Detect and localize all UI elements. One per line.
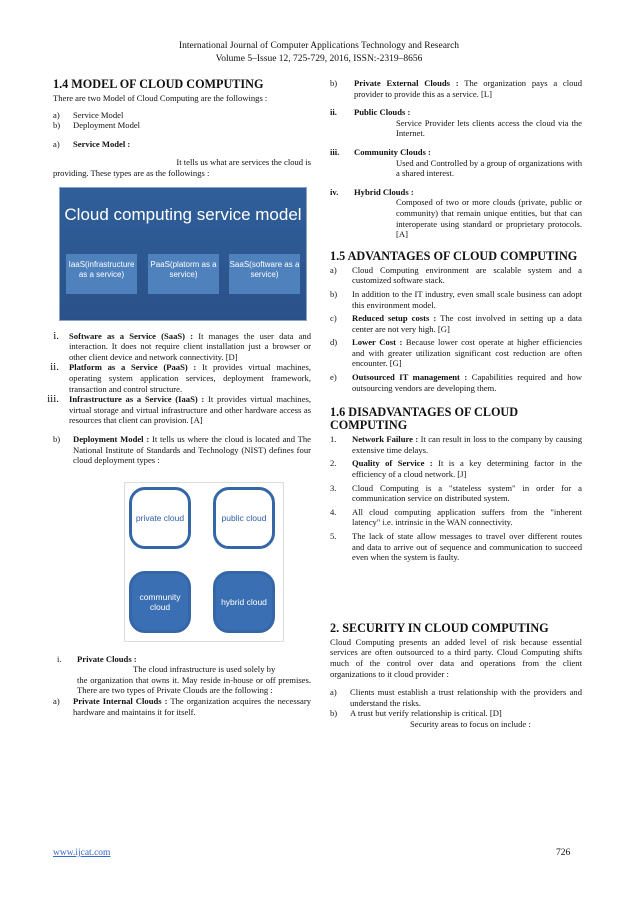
- journal-link[interactable]: www.ijcat.com: [53, 848, 111, 858]
- subheading-community-clouds: iii. Community Clouds :: [330, 146, 431, 157]
- private-clouds-text: The cloud infrastructure is used solely by: [133, 664, 276, 675]
- journal-title: International Journal of Computer Applications Technology and Research: [178, 41, 460, 51]
- saas-box: SaaS(software as a service): [229, 254, 300, 294]
- list-item: 4. All cloud computing application suffers from the "inherent latency" i.e. intrinsic in the WAN connectivity.: [330, 506, 582, 528]
- list-item: b) In addition to the IT industry, even small scale business can adopt this environment model.: [330, 288, 582, 310]
- subheading-hybrid-clouds: iv. Hybrid Clouds :: [330, 186, 414, 197]
- list-item-saas: i. Software as a Service (SaaS) : It manages the user data and interaction. It does not require client installation just a browser or other client device and network connectivity. [D]: [53, 329, 312, 362]
- list-item-private-external: b) Private External Clouds : The organization pays a cloud provider to provide this as a service. [L]: [330, 78, 583, 99]
- list-item: d) Lower Cost : Because lower cost operate at higher efficiencies and with greater utilization significant cost reduction are often encounter. [G]: [330, 337, 582, 369]
- public-cloud-box: public cloud: [213, 487, 275, 549]
- subheading-service-model: a) Service Model :: [53, 138, 131, 149]
- deployment-model: b) Deployment Model : It tells us where the cloud is located and The National Institute of Standards and Technology (NIST) defines four cloud deployment types :: [53, 433, 311, 466]
- model-intro: There are two Model of Cloud Computing are the followings :: [53, 93, 268, 103]
- section-heading-1-4: 1.4 MODEL OF CLOUD COMPUTING: [53, 77, 264, 91]
- list-item: 2. Quality of Service : It is a key determining factor in the efficiency of a cloud network. [J]: [330, 458, 582, 480]
- service-model-figure: [59, 187, 307, 321]
- deployment-model-figure: [124, 482, 284, 642]
- list-item: e) Outsourced IT management : Capabilities required and how outsourcing vendors are developing them.: [330, 372, 582, 393]
- list-item: 3. Cloud Computing is a "stateless system" in order for a communication service on distributed system.: [330, 482, 582, 504]
- hybrid-clouds-text: Composed of two or more clouds (private, public or community) that remain unique entities, but that can interoperate using standard or proprietary protocols. [A]: [396, 197, 582, 240]
- community-clouds-text: Used and Controlled by a group of organizations with a shared interest.: [396, 157, 582, 179]
- right-column: [330, 78, 582, 730]
- left-column: [47, 77, 312, 717]
- private-clouds-text: the organization that owns it. May reside in-house or off premises. There are two types of Private Clouds are the following :: [77, 674, 311, 696]
- list-item-iaas: iii. Infrastructure as a Service (IaaS) : It provides virtual machines, virtual storage and virtual infrastructure and other hardware access as resources that client can provision. [A]: [47, 393, 312, 426]
- hybrid-cloud-box: hybrid cloud: [213, 571, 275, 633]
- figure-title: Cloud computing service model: [64, 204, 302, 224]
- page-number: 726: [556, 848, 571, 858]
- public-clouds-text: Service Provider lets clients access the cloud via the Internet.: [396, 117, 582, 139]
- section-heading-1-5: 1.5 ADVANTAGES OF CLOUD COMPUTING: [330, 248, 578, 263]
- security-focus-text: Security areas to focus on include :: [410, 718, 531, 729]
- service-model-text: providing. These types are as the followings :: [53, 167, 210, 178]
- footer-url[interactable]: [53, 848, 110, 858]
- advantages-list: [330, 265, 582, 394]
- list-item: 5. The lack of state allow messages to travel over different routes and data to arrive out of sequence and communication to succeed even when the system is faulty.: [330, 531, 582, 563]
- private-cloud-box: private cloud: [129, 487, 191, 549]
- list-item-private-internal: a) Private Internal Clouds : The organization acquires the necessary hardware and maintains it for itself.: [53, 696, 312, 717]
- journal-volume: Volume 5–Issue 12, 725-729, 2016, ISSN:-2319–8656: [215, 54, 423, 64]
- subheading-public-clouds: ii. Public Clouds :: [330, 107, 411, 118]
- list-item: b) Deployment Model: [53, 120, 141, 131]
- section-heading-2: 2. SECURITY IN CLOUD COMPUTING: [330, 620, 549, 635]
- list-item: b) A trust but verify relationship is critical. [D]: [330, 708, 502, 719]
- paas-box: PaaS(platorm as a service): [148, 254, 219, 294]
- iaas-box: IaaS(infrastructure as a service): [66, 254, 137, 294]
- list-item: 1. Network Failure : It can result in loss to the company by causing extensive time delays.: [330, 434, 582, 455]
- list-item: a) Service Model: [53, 109, 124, 120]
- security-intro: Cloud Computing presents an added level of risk because essential services are often outsourced to a third party. Cloud Computing shifts much of the control over data and operations from the client organizations to it cloud provider :: [330, 636, 582, 679]
- list-item: c) Reduced setup costs : The cost involved in setting up a data center are not very high. [G]: [330, 313, 582, 334]
- disadvantages-list: [330, 434, 582, 563]
- list-item: a) Clients must establish a trust relationship with the providers and understand the risks.: [330, 687, 582, 708]
- community-cloud-box: community cloud: [129, 571, 191, 633]
- service-model-text: It tells us what are services the cloud is: [176, 157, 311, 168]
- list-item-paas: ii. Platform as a Service (PaaS) : It provides virtual machines, operating system application services, deployment framework, transaction and control structure.: [50, 361, 311, 394]
- subheading-private-clouds: i. Private Clouds :: [57, 653, 137, 664]
- list-item: a) Cloud Computing environment are scalable system and a customized software stack.: [330, 264, 582, 286]
- section-heading-1-6: 1.6 DISADVANTAGES OF CLOUD COMPUTING: [330, 405, 519, 433]
